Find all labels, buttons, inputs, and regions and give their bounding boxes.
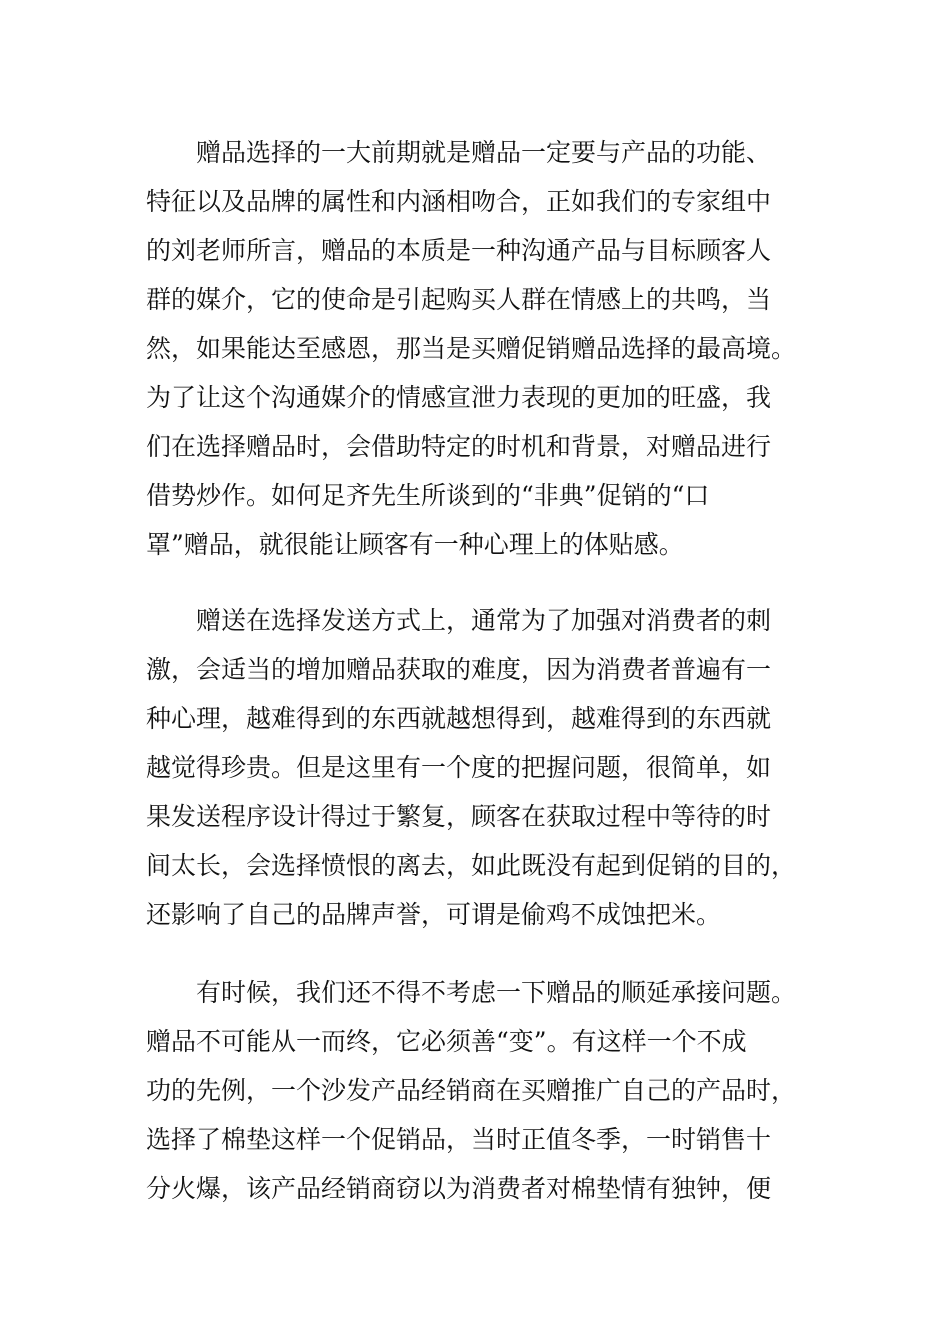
paragraph-line: 有时候，我们还不得不考虑一下赠品的顺延承接问题。 [196,978,797,1007]
paragraph-line: 分火爆，该产品经销商窃以为消费者对棉垫情有独钟，便 [146,1174,772,1203]
paragraph-line: 种心理，越难得到的东西就越想得到，越难得到的东西就 [146,704,772,733]
paragraph-line: 赠送在选择发送方式上，通常为了加强对消费者的刺 [196,606,772,635]
paragraph-line: 赠品不可能从一而终，它必须善“变”。有这样一个不成 [146,1027,747,1056]
paragraph-line: 功的先例，一个沙发产品经销商在买赠推广自己的产品时， [146,1076,797,1105]
paragraph-line: 特征以及品牌的属性和内涵相吻合，正如我们的专家组中 [146,187,772,216]
paragraph-line: 罩”赠品，就很能让顾客有一种心理上的体贴感。 [146,530,684,559]
paragraph-line: 间太长，会选择愤恨的离去，如此既没有起到促销的目的， [146,851,797,880]
paragraph-line: 为了让这个沟通媒介的情感宣泄力表现的更加的旺盛，我 [146,383,772,412]
paragraph-3 [146,968,796,1213]
paragraph-line: 越觉得珍贵。但是这里有一个度的把握问题，很简单，如 [146,753,772,782]
paragraph-1 [146,128,796,569]
paragraph-line: 们在选择赠品时，会借助特定的时机和背景，对赠品进行 [146,432,772,461]
paragraph-line: 然，如果能达至感恩，那当是买赠促销赠品选择的最高境。 [146,334,797,363]
paragraph-2 [146,596,796,939]
paragraph-line: 借势炒作。如何足齐先生所谈到的“非典”促销的“口 [146,481,710,510]
paragraph-line: 赠品选择的一大前期就是赠品一定要与产品的功能、 [196,138,772,167]
paragraph-line: 激，会适当的增加赠品获取的难度，因为消费者普遍有一 [146,655,772,684]
paragraph-line: 还影响了自己的品牌声誉，可谓是偷鸡不成蚀把米。 [146,900,722,929]
paragraph-line: 果发送程序设计得过于繁复，顾客在获取过程中等待的时 [146,802,772,831]
paragraph-line: 群的媒介，它的使命是引起购买人群在情感上的共鸣，当 [146,285,772,314]
paragraph-line: 的刘老师所言，赠品的本质是一种沟通产品与目标顾客人 [146,236,772,265]
paragraph-line: 选择了棉垫这样一个促销品，当时正值冬季，一时销售十 [146,1125,772,1154]
